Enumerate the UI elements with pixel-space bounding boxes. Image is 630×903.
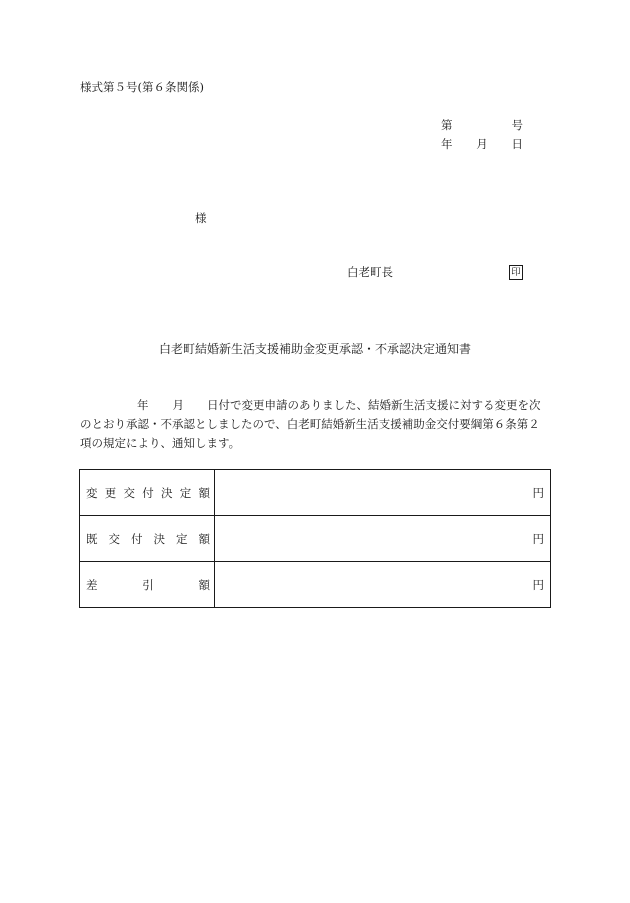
day-label: 日 <box>511 137 523 151</box>
seal-mark: 印 <box>509 265 523 280</box>
year-label: 年 <box>441 137 453 151</box>
row-label-char: 額 <box>198 485 210 500</box>
body-month: 月 <box>172 398 184 412</box>
table-row <box>80 470 551 516</box>
body-year: 年 <box>137 398 149 412</box>
row-label-char: 額 <box>198 577 210 592</box>
row-label-char: 引 <box>142 577 154 592</box>
row-label-char: 額 <box>198 531 210 546</box>
row-label-char: 既 <box>86 531 98 546</box>
sender-title: 白老町長 <box>347 265 393 279</box>
document-title: 白老町結婚新生活支援補助金変更承認・不承認決定通知書 <box>158 342 471 356</box>
row-label-char: 差 <box>86 577 98 592</box>
row-label <box>80 516 215 562</box>
body-line-1 <box>80 396 550 415</box>
currency-unit: 円 <box>532 485 544 500</box>
amount-value-cell <box>215 470 551 516</box>
currency-unit: 円 <box>532 531 544 546</box>
row-label-char: 付 <box>142 485 154 500</box>
body-line-3: 項の規定により、通知します。 <box>80 436 241 450</box>
row-label-char: 交 <box>123 485 135 500</box>
row-label-char: 決 <box>161 485 173 500</box>
row-label-char: 定 <box>179 485 192 500</box>
body-line-2: のとおり承認・不承認としましたので、白老町結婚新生活支援補助金交付要綱第６条第２ <box>80 417 540 431</box>
number-prefix: 第 <box>441 118 453 132</box>
addressee-honorific: 様 <box>195 211 207 225</box>
amount-value-cell <box>215 562 551 608</box>
number-suffix: 号 <box>511 118 523 132</box>
row-label-char: 更 <box>104 485 117 500</box>
body-text <box>80 396 550 453</box>
table-row <box>80 562 551 608</box>
currency-unit: 円 <box>532 577 544 592</box>
row-label-char: 交 <box>108 531 120 546</box>
row-label-char: 定 <box>176 531 188 546</box>
month-label: 月 <box>476 137 488 151</box>
form-number: 様式第５号(第６条関係) <box>80 80 204 94</box>
body-line-1-rest: 日付で変更申請のありました、結婚新生活支援に対する変更を次 <box>207 398 541 412</box>
date-line <box>441 139 523 151</box>
row-label <box>80 470 215 516</box>
row-label-char: 付 <box>131 531 143 546</box>
amount-value-cell <box>215 516 551 562</box>
table-row <box>80 516 551 562</box>
amounts-table <box>79 469 551 608</box>
row-label-char: 決 <box>153 531 165 546</box>
row-label-char: 変 <box>86 485 98 500</box>
row-label <box>80 562 215 608</box>
document-number-line <box>441 120 523 132</box>
